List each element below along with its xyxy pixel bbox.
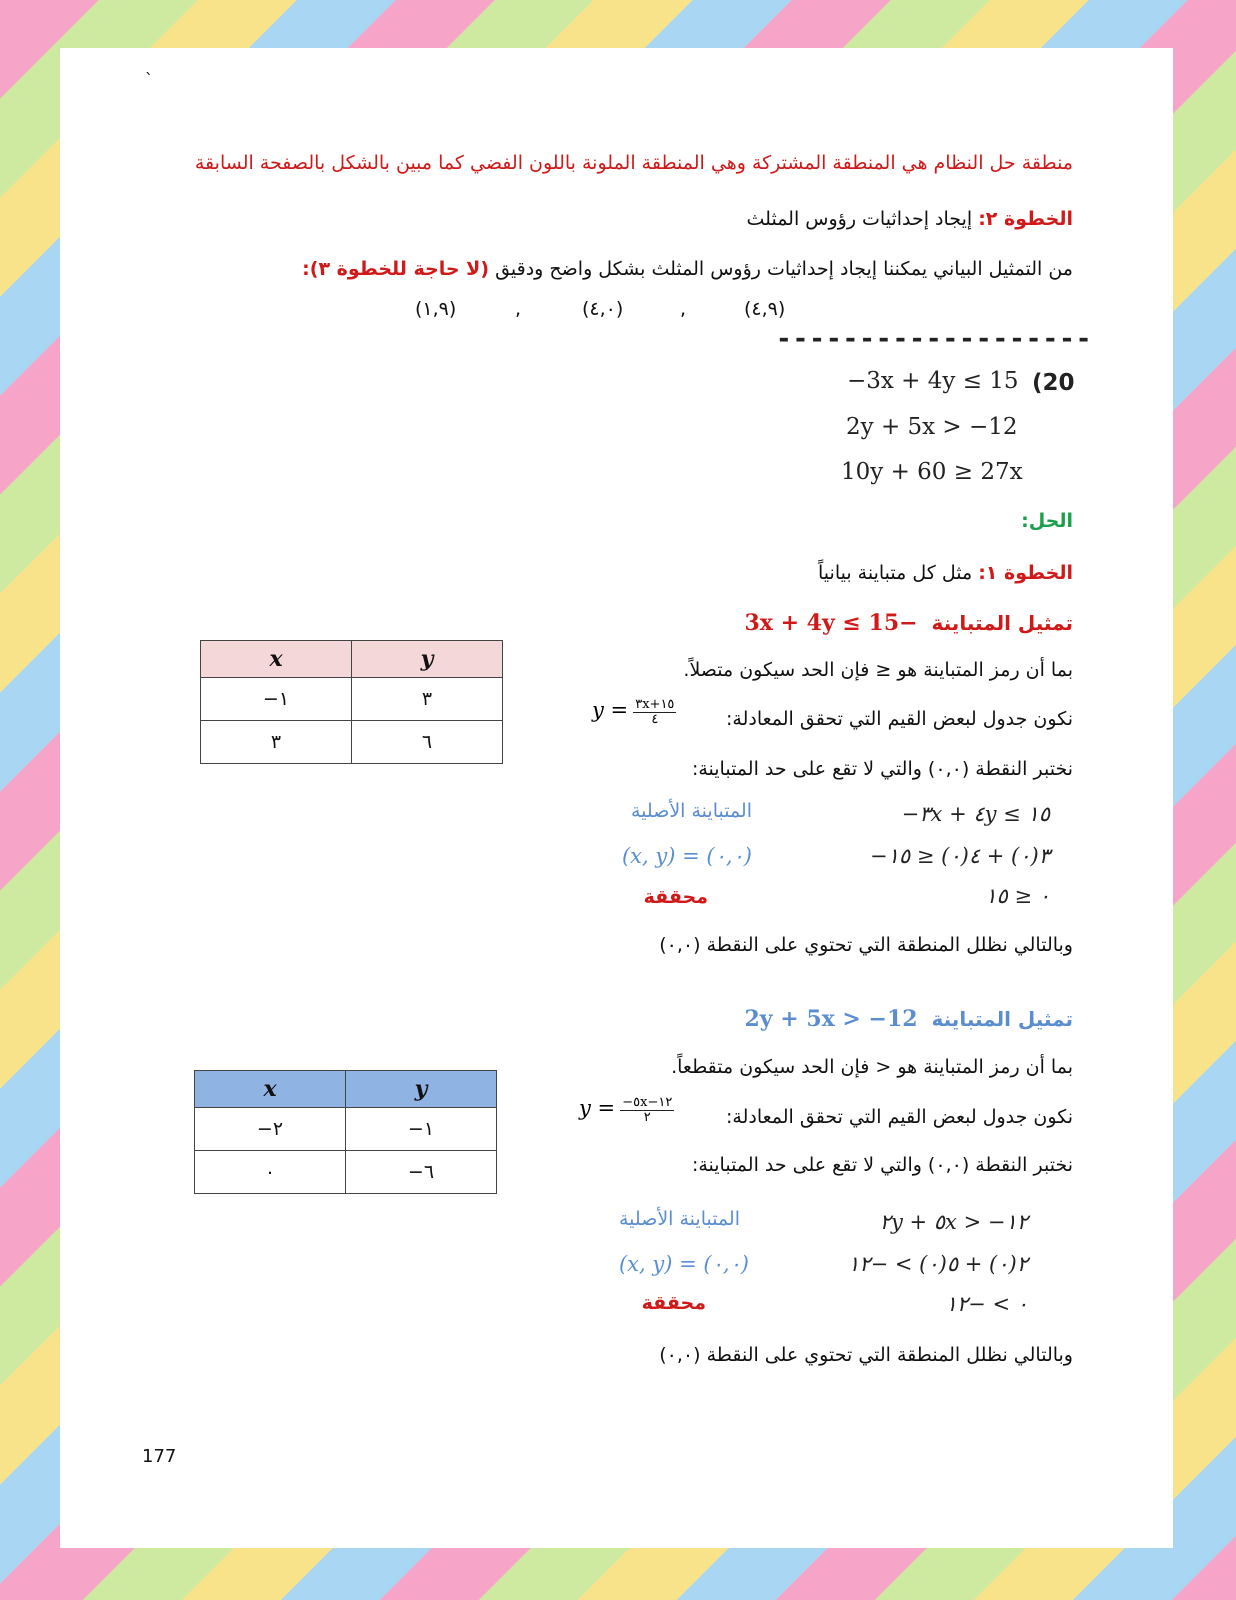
- ineq2-frac-num: −٥x−١٢: [622, 1095, 673, 1110]
- problem-inequality-3: 10y + 60 ≥ 27x: [841, 459, 1023, 485]
- table-cell: ٣: [201, 721, 352, 764]
- table-row: [201, 721, 503, 764]
- ineq1-verified: محققة: [643, 886, 708, 908]
- ineq1-conclusion: وبالتالي نظلل المنطقة التي تحتوي على النقطة (٠,٠): [659, 934, 1073, 956]
- table-header-row: [195, 1071, 497, 1108]
- table-cell: −١: [346, 1108, 497, 1151]
- page-mark: `: [145, 70, 153, 89]
- table-row: [195, 1151, 497, 1194]
- ineq1-fraction: [633, 698, 676, 727]
- vertex-2: (٤,٠): [582, 298, 624, 320]
- vertex-sep-2: ,: [515, 298, 522, 320]
- page-number: 177: [142, 1446, 177, 1467]
- ineq2-fraction: [620, 1096, 674, 1125]
- problem-inequality-2: 2y + 5x > −12: [846, 414, 1018, 440]
- table-row: [201, 678, 503, 721]
- ineq2-heading: [745, 1006, 1074, 1032]
- ineq2-frac-den: ٢: [643, 1110, 651, 1125]
- ineq1-line-2: −٣(٠) + ٤(٠) ≤ ١٥: [870, 844, 1050, 868]
- table-header-row: [201, 641, 503, 678]
- ineq1-line-3: ٠ ≤ ١٥: [985, 884, 1050, 908]
- graph-text-line: [302, 258, 1073, 280]
- step2-label: الخطوة ٢:: [978, 208, 1073, 230]
- dashed-separator: -------------------: [776, 324, 1093, 354]
- ineq1-frac-den: ٤: [651, 712, 659, 727]
- ineq2-line-1: ٢y + ٥x > −١٢: [879, 1210, 1028, 1234]
- table-row: [195, 1108, 497, 1151]
- ineq2-original-label: المتباينة الأصلية: [618, 1208, 740, 1230]
- table-cell: ٦: [352, 721, 503, 764]
- table-header-x: x: [201, 641, 352, 678]
- table-cell: ٣: [352, 678, 503, 721]
- table-header-x: x: [195, 1071, 346, 1108]
- table-cell: −٦: [346, 1151, 497, 1194]
- ineq2-heading-label: تمثيل المتباينة: [931, 1007, 1073, 1031]
- no-step3-note: (لا حاجة للخطوة ٣):: [302, 258, 490, 280]
- vertex-3: (١,٩): [415, 298, 457, 320]
- ineq1-sub-label: (x, y) = (٠,٠): [621, 844, 752, 868]
- problem-number: (20: [1032, 370, 1075, 396]
- ineq2-values-table: [194, 1070, 497, 1194]
- ineq1-y-eq: y =: [592, 698, 629, 722]
- page-sheet: [60, 48, 1173, 1548]
- step1-label: الخطوة ١:: [978, 562, 1073, 584]
- ineq2-table-text: نكون جدول لبعض القيم التي تحقق المعادلة:: [725, 1106, 1073, 1128]
- table-cell: ٠: [195, 1151, 346, 1194]
- solution-region-text: منطقة حل النظام هي المنطقة المشتركة وهي المنطقة الملونة باللون الفضي كما مبين بالشكل بالصفحة السابقة: [194, 152, 1073, 174]
- ineq1-heading: [745, 610, 1074, 636]
- step2-line: [747, 208, 1073, 230]
- ineq1-heading-label: تمثيل المتباينة: [931, 611, 1073, 635]
- ineq1-boundary: بما أن رمز المتباينة هو ≤ فإن الحد سيكون متصلاً.: [683, 659, 1073, 681]
- ineq1-line-1: −٣x + ٤y ≤ ١٥: [901, 802, 1050, 826]
- ineq1-table-text: نكون جدول لبعض القيم التي تحقق المعادلة:: [725, 708, 1073, 730]
- vertex-1: (٤,٩): [744, 298, 786, 320]
- ineq1-heading-math: −3x + 4y ≤ 15: [744, 610, 918, 636]
- problem-inequality-1: −3x + 4y ≤ 15: [847, 368, 1019, 394]
- ineq2-conclusion: وبالتالي نظلل المنطقة التي تحتوي على النقطة (٠,٠): [659, 1344, 1073, 1366]
- table-cell: −٢: [195, 1108, 346, 1151]
- ineq2-line-2: ٢(٠) + ٥(٠) > −١٢: [848, 1252, 1028, 1276]
- ineq2-equation: [579, 1096, 674, 1125]
- step2-text: إيجاد إحداثيات رؤوس المثلث: [746, 208, 973, 230]
- ineq2-line-3: ٠ > −١٢: [945, 1292, 1028, 1316]
- ineq1-original-label: المتباينة الأصلية: [630, 800, 752, 822]
- table-header-y: y: [352, 641, 503, 678]
- table-cell: −١: [201, 678, 352, 721]
- ineq1-values-table: [200, 640, 503, 764]
- ineq2-sub-label: (x, y) = (٠,٠): [618, 1252, 749, 1276]
- table-header-y: y: [346, 1071, 497, 1108]
- vertex-sep-1: ,: [680, 298, 687, 320]
- ineq1-frac-num: ٣x+١٥: [635, 697, 675, 712]
- ineq2-y-eq: y =: [579, 1096, 616, 1120]
- ineq2-boundary: بما أن رمز المتباينة هو < فإن الحد سيكون متقطعاً.: [671, 1056, 1073, 1078]
- step1-line: [818, 562, 1073, 584]
- ineq2-verified: محققة: [641, 1292, 706, 1314]
- ineq2-test-text: نختبر النقطة (٠,٠) والتي لا تقع على حد المتباينة:: [691, 1154, 1073, 1176]
- ineq2-heading-math: 2y + 5x > −12: [744, 1006, 918, 1032]
- solution-label: الحل:: [1021, 510, 1073, 532]
- step1-text: مثل كل متباينة بيانياً: [818, 562, 973, 584]
- ineq1-equation: [592, 698, 676, 727]
- ineq1-test-text: نختبر النقطة (٠,٠) والتي لا تقع على حد المتباينة:: [691, 758, 1073, 780]
- graph-text: من التمثيل البياني يمكننا إيجاد إحداثيات رؤوس المثلث بشكل واضح ودقيق: [495, 258, 1073, 280]
